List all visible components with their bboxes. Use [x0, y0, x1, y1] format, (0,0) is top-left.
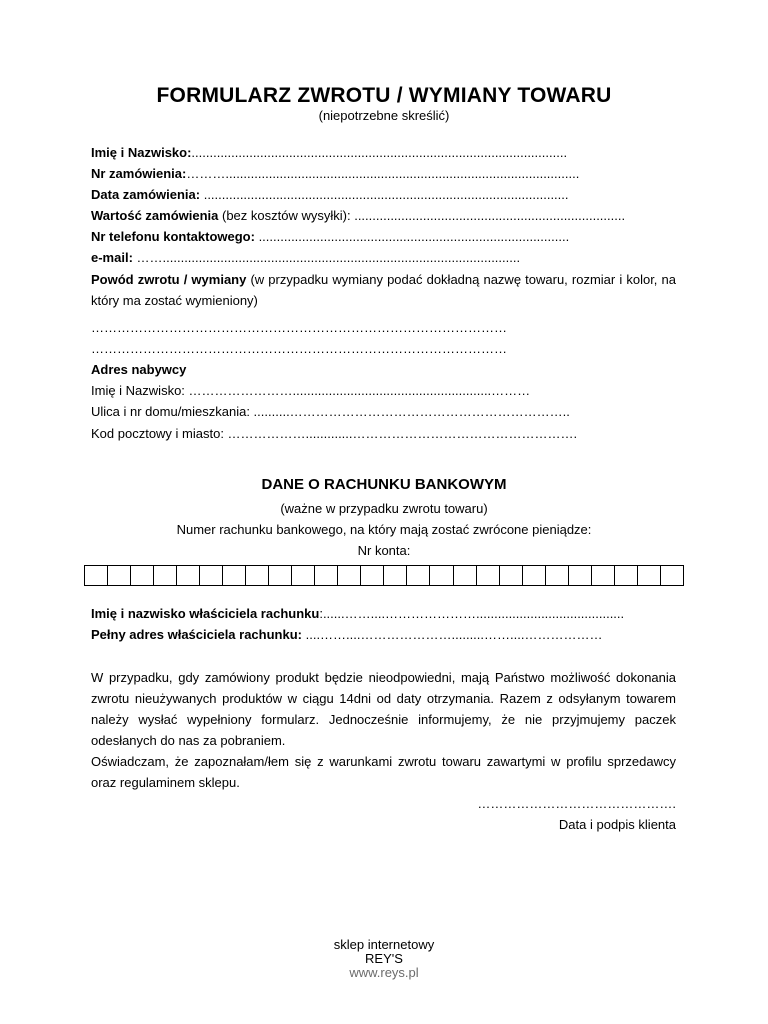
account-digit-box[interactable] — [569, 566, 592, 585]
name-field-row[interactable] — [91, 145, 567, 160]
buyer-street-row[interactable]: Ulica i nr domu/mieszkania: ..........……………………………………………………….. — [91, 404, 570, 419]
order-date-row[interactable] — [91, 187, 569, 202]
order-date-dots: ..................................................................................................... — [200, 187, 569, 202]
account-digit-box[interactable] — [154, 566, 177, 585]
owner-address-row[interactable] — [91, 627, 602, 642]
phone-row[interactable] — [91, 229, 569, 244]
account-label: Nr konta: — [357, 543, 411, 558]
account-digit-box[interactable] — [131, 566, 154, 585]
account-digit-box[interactable] — [177, 566, 200, 585]
form-subtitle: (niepotrzebne skreślić) — [318, 108, 450, 123]
phone-dots: ...................................................................................... — [254, 229, 570, 244]
order-value-label: Wartość zamówienia — [91, 208, 219, 223]
bank-description: Numer rachunku bankowego, na który mają zostać zwrócone pieniądze: — [176, 522, 592, 537]
owner-address-dots: ....……....………………….........……....……………… — [302, 627, 603, 642]
account-digit-box[interactable] — [292, 566, 315, 585]
account-digit-box[interactable] — [454, 566, 477, 585]
reason-line-1[interactable]: …………………………………………………………………………………… — [91, 320, 507, 335]
order-date-label: Data zamówienia: — [91, 187, 201, 202]
account-number-boxes[interactable] — [84, 565, 684, 586]
account-digit-box[interactable] — [638, 566, 661, 585]
account-digit-box[interactable] — [315, 566, 338, 585]
account-digit-box[interactable] — [200, 566, 223, 585]
owner-address-label: Pełny adres właściciela rachunku: — [91, 627, 302, 642]
reason-text: (w przypadku wymiany podać dokładną nazwę towaru, rozmiar i kolor, na który ma zostać wymieniony) — [91, 272, 676, 308]
buyer-name-row[interactable]: Imię i Nazwisko: …………………….......................................................……… — [91, 383, 531, 398]
terms-paragraph: W przypadku, gdy zamówiony produkt będzie nieodpowiedni, mają Państwo możliwość dokonania zwrotu nieużywanych produktów w ciągu 14dni od daty otrzymania. Razem z odsyłanym towarem należy wysłać wypełniony formularz. Jednocześnie informujemy, że nie przyjmujemy paczek odesłanych do nas za pobraniem. — [91, 670, 676, 748]
declaration-paragraph: Oświadczam, że zapoznałam/łem się z warunkami zwrotu towaru zawartymi w profilu sprzedawcy oraz regulaminem sklepu. — [91, 754, 676, 790]
account-digit-box[interactable] — [592, 566, 615, 585]
order-value-note: (bez kosztów wysyłki): — [218, 208, 355, 223]
account-digit-box[interactable] — [500, 566, 523, 585]
signature-dots[interactable]: ………………………………………. — [477, 796, 676, 811]
buyer-postal-row[interactable]: Kod pocztowy i miasto: ……………….............……………………………………………. — [91, 426, 578, 441]
account-digit-box[interactable] — [615, 566, 638, 585]
order-value-row[interactable] — [91, 208, 625, 223]
order-number-label: Nr zamówienia: — [91, 166, 187, 181]
account-digit-box[interactable] — [523, 566, 546, 585]
order-number-dots: ……….................................................................................................. — [186, 166, 580, 181]
email-dots: ……................................................................................................... — [132, 250, 521, 265]
footer-line-1: sklep internetowy — [333, 937, 435, 952]
account-digit-box[interactable] — [384, 566, 407, 585]
buyer-address-heading: Adres nabywcy — [91, 362, 187, 377]
owner-name-dots: :......……....…………………......................................... — [319, 606, 625, 621]
phone-label: Nr telefonu kontaktowego: — [91, 229, 255, 244]
account-digit-box[interactable] — [269, 566, 292, 585]
account-digit-box[interactable] — [477, 566, 500, 585]
account-digit-box[interactable] — [246, 566, 269, 585]
bank-note: (ważne w przypadku zwrotu towaru) — [280, 501, 488, 516]
bank-heading: DANE O RACHUNKU BANKOWYM — [261, 476, 507, 493]
account-digit-box[interactable] — [85, 566, 108, 585]
account-digit-box[interactable] — [223, 566, 246, 585]
form-title: FORMULARZ ZWROTU / WYMIANY TOWARU — [156, 84, 612, 107]
footer-shop-name: REY'S — [365, 951, 403, 966]
reason-paragraph — [91, 269, 676, 311]
account-digit-box[interactable] — [338, 566, 361, 585]
account-digit-box[interactable] — [430, 566, 453, 585]
email-row[interactable] — [91, 250, 520, 265]
reason-line-2[interactable]: …………………………………………………………………………………… — [91, 341, 507, 356]
account-digit-box[interactable] — [361, 566, 384, 585]
owner-name-row[interactable] — [91, 606, 624, 621]
account-digit-box[interactable] — [546, 566, 569, 585]
signature-label: Data i podpis klienta — [558, 817, 676, 832]
footer-url-link[interactable]: www.reys.pl — [349, 965, 419, 980]
reason-label: Powód zwrotu / wymiany — [91, 272, 247, 287]
order-number-row[interactable] — [91, 166, 579, 181]
account-digit-box[interactable] — [407, 566, 430, 585]
owner-name-label: Imię i nazwisko właściciela rachunku — [91, 606, 320, 621]
name-label: Imię i Nazwisko: — [91, 145, 192, 160]
account-digit-box[interactable] — [661, 566, 683, 585]
order-value-dots: ........................................................................... — [354, 208, 626, 223]
name-dots: ........................................................................................................ — [191, 145, 568, 160]
email-label: e-mail: — [91, 250, 133, 265]
account-digit-box[interactable] — [108, 566, 131, 585]
